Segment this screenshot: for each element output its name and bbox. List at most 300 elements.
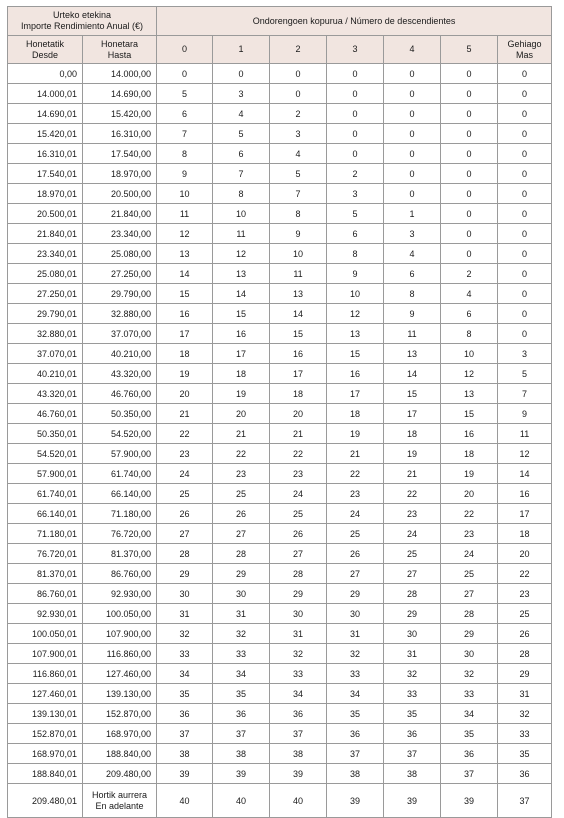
table-row [8,224,552,244]
value-cell-0: 7 [157,124,213,144]
value-cell-0: 16 [157,304,213,324]
to-cell-line: Hortik aurrera [91,789,147,800]
value-cell-6: 22 [498,564,552,584]
value-cell-6: 0 [498,264,552,284]
to-header [83,36,157,64]
value-cell-0: 28 [157,544,213,564]
value-cell-4: 6 [384,264,441,284]
table-row [8,144,552,164]
value-cell-3: 29 [327,584,384,604]
value-cell-3: 39 [327,784,384,818]
value-cell-5: 16 [441,424,498,444]
value-cell-2: 7 [270,184,327,204]
value-cell-4: 0 [384,84,441,104]
value-cell-3: 35 [327,704,384,724]
value-cell-4: 27 [384,564,441,584]
value-cell-5: 0 [441,64,498,84]
value-cell-2: 29 [270,584,327,604]
to-cell: 116.860,00 [83,644,157,664]
value-cell-2: 4 [270,144,327,164]
to-cell: 61.740,00 [83,464,157,484]
value-cell-0: 19 [157,364,213,384]
value-cell-3: 10 [327,284,384,304]
value-cell-5: 19 [441,464,498,484]
value-cell-3: 0 [327,124,384,144]
table-row [8,684,552,704]
from-cell: 168.970,01 [8,744,83,764]
from-cell: 66.140,01 [8,504,83,524]
value-cell-2: 26 [270,524,327,544]
from-cell: 92.930,01 [8,604,83,624]
value-cell-0: 20 [157,384,213,404]
value-cell-3: 13 [327,324,384,344]
value-cell-5: 0 [441,164,498,184]
value-cell-3: 38 [327,764,384,784]
value-cell-3: 22 [327,464,384,484]
value-cell-1: 0 [213,64,270,84]
value-cell-6: 25 [498,604,552,624]
value-cell-3: 27 [327,564,384,584]
value-cell-0: 9 [157,164,213,184]
from-cell: 0,00 [8,64,83,84]
value-cell-0: 36 [157,704,213,724]
value-cell-6: 36 [498,764,552,784]
from-cell: 17.540,01 [8,164,83,184]
from-cell: 37.070,01 [8,344,83,364]
to-cell: 92.930,00 [83,584,157,604]
value-cell-4: 29 [384,604,441,624]
table-row [8,464,552,484]
from-cell: 46.760,01 [8,404,83,424]
value-cell-3: 0 [327,144,384,164]
value-cell-2: 33 [270,664,327,684]
value-cell-3: 32 [327,644,384,664]
count-header-2 [270,36,327,64]
table-row [8,184,552,204]
value-cell-1: 25 [213,484,270,504]
value-cell-5: 28 [441,604,498,624]
table-row [8,784,552,818]
value-cell-4: 35 [384,704,441,724]
value-cell-4: 1 [384,204,441,224]
value-cell-1: 31 [213,604,270,624]
value-cell-5: 33 [441,684,498,704]
value-cell-1: 20 [213,404,270,424]
value-cell-0: 29 [157,564,213,584]
value-cell-6: 20 [498,544,552,564]
to-cell: 15.420,00 [83,104,157,124]
from-cell: 50.350,01 [8,424,83,444]
value-cell-0: 8 [157,144,213,164]
value-cell-6: 31 [498,684,552,704]
value-cell-2: 31 [270,624,327,644]
value-cell-2: 14 [270,304,327,324]
table-row [8,164,552,184]
value-cell-1: 12 [213,244,270,264]
value-cell-6: 0 [498,324,552,344]
table-row [8,384,552,404]
value-cell-5: 30 [441,644,498,664]
to-cell: 168.970,00 [83,724,157,744]
table-row [8,744,552,764]
value-cell-1: 28 [213,544,270,564]
value-cell-2: 16 [270,344,327,364]
value-cell-2: 20 [270,404,327,424]
value-cell-6: 0 [498,104,552,124]
from-cell: 23.340,01 [8,244,83,264]
value-cell-5: 8 [441,324,498,344]
to-cell: 71.180,00 [83,504,157,524]
value-cell-0: 13 [157,244,213,264]
value-cell-1: 38 [213,744,270,764]
value-cell-1: 37 [213,724,270,744]
value-cell-6: 0 [498,224,552,244]
value-cell-4: 30 [384,624,441,644]
from-cell: 76.720,01 [8,544,83,564]
cropped-caption [0,0,564,4]
value-cell-2: 24 [270,484,327,504]
value-cell-1: 23 [213,464,270,484]
value-cell-1: 34 [213,664,270,684]
value-cell-5: 18 [441,444,498,464]
value-cell-5: 0 [441,184,498,204]
value-cell-6: 0 [498,244,552,264]
value-cell-2: 21 [270,424,327,444]
table-row [8,604,552,624]
value-cell-0: 11 [157,204,213,224]
from-cell: 100.050,01 [8,624,83,644]
from-cell: 57.900,01 [8,464,83,484]
value-cell-0: 21 [157,404,213,424]
value-cell-2: 25 [270,504,327,524]
table-row [8,264,552,284]
value-cell-1: 33 [213,644,270,664]
to-cell: 14.690,00 [83,84,157,104]
value-cell-1: 16 [213,324,270,344]
value-cell-4: 19 [384,444,441,464]
to-cell: 107.900,00 [83,624,157,644]
to-cell: 139.130,00 [83,684,157,704]
to-cell-line: En adelante [95,800,144,811]
value-cell-3: 17 [327,384,384,404]
value-cell-2: 2 [270,104,327,124]
table-row [8,644,552,664]
value-cell-3: 37 [327,744,384,764]
value-cell-3: 24 [327,504,384,524]
value-cell-4: 0 [384,144,441,164]
value-cell-6: 0 [498,184,552,204]
value-cell-0: 35 [157,684,213,704]
value-cell-4: 33 [384,684,441,704]
value-cell-6: 16 [498,484,552,504]
descendants-header: Ondorengoen kopurua / Número de descendientes [157,7,552,36]
value-cell-3: 16 [327,364,384,384]
value-cell-4: 13 [384,344,441,364]
to-cell [83,784,157,818]
value-cell-1: 26 [213,504,270,524]
from-cell: 32.880,01 [8,324,83,344]
value-cell-1: 19 [213,384,270,404]
value-cell-1: 17 [213,344,270,364]
value-cell-5: 25 [441,564,498,584]
value-cell-6: 0 [498,64,552,84]
value-cell-2: 9 [270,224,327,244]
value-cell-3: 0 [327,104,384,124]
value-cell-3: 6 [327,224,384,244]
value-cell-6: 0 [498,124,552,144]
value-cell-5: 13 [441,384,498,404]
value-cell-1: 39 [213,764,270,784]
value-cell-0: 15 [157,284,213,304]
count-header-0 [157,36,213,64]
to-cell: 21.840,00 [83,204,157,224]
value-cell-0: 30 [157,584,213,604]
value-cell-3: 31 [327,624,384,644]
value-cell-4: 9 [384,304,441,324]
value-cell-6: 0 [498,304,552,324]
value-cell-6: 37 [498,784,552,818]
from-cell: 25.080,01 [8,264,83,284]
value-cell-0: 31 [157,604,213,624]
table-row [8,324,552,344]
table-row [8,624,552,644]
value-cell-4: 28 [384,584,441,604]
value-cell-1: 11 [213,224,270,244]
table-row [8,284,552,304]
value-cell-2: 37 [270,724,327,744]
from-cell: 29.790,01 [8,304,83,324]
value-cell-4: 15 [384,384,441,404]
value-cell-5: 27 [441,584,498,604]
value-cell-0: 32 [157,624,213,644]
value-cell-3: 26 [327,544,384,564]
count-header-line: Mas [516,49,534,60]
table-row [8,444,552,464]
from-cell: 139.130,01 [8,704,83,724]
value-cell-5: 35 [441,724,498,744]
value-cell-6: 12 [498,444,552,464]
value-cell-6: 26 [498,624,552,644]
value-cell-6: 28 [498,644,552,664]
value-cell-4: 22 [384,484,441,504]
value-cell-3: 9 [327,264,384,284]
table-row [8,244,552,264]
to-cell: 86.760,00 [83,564,157,584]
to-header-l1: Honetara [100,38,139,49]
withholding-table [7,6,552,818]
value-cell-1: 36 [213,704,270,724]
value-cell-5: 34 [441,704,498,724]
from-header-l1: Honetatik [25,38,65,49]
from-cell: 21.840,01 [8,224,83,244]
count-header-line: 0 [181,44,187,54]
value-cell-1: 35 [213,684,270,704]
value-cell-4: 31 [384,644,441,664]
value-cell-0: 5 [157,84,213,104]
value-cell-2: 0 [270,64,327,84]
value-cell-4: 0 [384,124,441,144]
value-cell-5: 10 [441,344,498,364]
value-cell-6: 23 [498,584,552,604]
value-cell-6: 35 [498,744,552,764]
value-cell-0: 25 [157,484,213,504]
to-cell: 40.210,00 [83,344,157,364]
value-cell-5: 0 [441,104,498,124]
value-cell-2: 36 [270,704,327,724]
value-cell-2: 28 [270,564,327,584]
value-cell-6: 11 [498,424,552,444]
to-cell: 20.500,00 [83,184,157,204]
value-cell-5: 37 [441,764,498,784]
count-header-6 [498,36,552,64]
to-cell: 188.840,00 [83,744,157,764]
value-cell-2: 27 [270,544,327,564]
to-cell: 29.790,00 [83,284,157,304]
value-cell-3: 5 [327,204,384,224]
value-cell-4: 25 [384,544,441,564]
value-cell-2: 34 [270,684,327,704]
table-row [8,564,552,584]
value-cell-1: 22 [213,444,270,464]
to-header-l2: Hasta [107,49,132,60]
from-cell: 14.000,01 [8,84,83,104]
table-row [8,124,552,144]
value-cell-3: 30 [327,604,384,624]
value-cell-1: 8 [213,184,270,204]
value-cell-0: 27 [157,524,213,544]
from-cell: 27.250,01 [8,284,83,304]
value-cell-3: 34 [327,684,384,704]
value-cell-2: 39 [270,764,327,784]
value-cell-5: 24 [441,544,498,564]
value-cell-0: 34 [157,664,213,684]
table-row [8,404,552,424]
table-row [8,704,552,724]
value-cell-2: 22 [270,444,327,464]
value-cell-5: 12 [441,364,498,384]
value-cell-1: 15 [213,304,270,324]
to-cell: 50.350,00 [83,404,157,424]
value-cell-0: 17 [157,324,213,344]
value-cell-1: 5 [213,124,270,144]
value-cell-5: 0 [441,204,498,224]
value-cell-0: 37 [157,724,213,744]
value-cell-0: 22 [157,424,213,444]
value-cell-6: 0 [498,144,552,164]
from-cell: 209.480,01 [8,784,83,818]
value-cell-6: 0 [498,204,552,224]
value-cell-4: 0 [384,104,441,124]
value-cell-6: 33 [498,724,552,744]
value-cell-4: 0 [384,164,441,184]
count-header-1 [213,36,270,64]
value-cell-2: 40 [270,784,327,818]
from-cell: 152.870,01 [8,724,83,744]
table-row [8,584,552,604]
value-cell-6: 5 [498,364,552,384]
value-cell-0: 12 [157,224,213,244]
to-cell: 209.480,00 [83,764,157,784]
table-row [8,424,552,444]
count-header-line: 2 [295,44,301,54]
from-cell: 81.370,01 [8,564,83,584]
value-cell-3: 8 [327,244,384,264]
value-cell-0: 10 [157,184,213,204]
value-cell-1: 6 [213,144,270,164]
value-cell-4: 11 [384,324,441,344]
to-cell: 81.370,00 [83,544,157,564]
value-cell-0: 6 [157,104,213,124]
value-cell-2: 11 [270,264,327,284]
table-row [8,504,552,524]
table-row [8,484,552,504]
value-cell-6: 9 [498,404,552,424]
from-cell: 43.320,01 [8,384,83,404]
value-cell-2: 5 [270,164,327,184]
value-cell-2: 15 [270,324,327,344]
from-cell: 71.180,01 [8,524,83,544]
count-header-line: 4 [409,44,415,54]
value-cell-1: 4 [213,104,270,124]
value-cell-6: 29 [498,664,552,684]
income-header-line1: Urteko etekina [52,10,112,20]
value-cell-0: 0 [157,64,213,84]
value-cell-1: 21 [213,424,270,444]
table-row [8,84,552,104]
value-cell-5: 15 [441,404,498,424]
to-cell: 66.140,00 [83,484,157,504]
value-cell-5: 0 [441,124,498,144]
value-cell-6: 7 [498,384,552,404]
value-cell-5: 36 [441,744,498,764]
from-cell: 127.460,01 [8,684,83,704]
value-cell-0: 40 [157,784,213,818]
value-cell-4: 38 [384,764,441,784]
value-cell-1: 32 [213,624,270,644]
value-cell-4: 24 [384,524,441,544]
from-cell: 61.740,01 [8,484,83,504]
value-cell-1: 40 [213,784,270,818]
value-cell-3: 23 [327,484,384,504]
value-cell-3: 0 [327,64,384,84]
value-cell-4: 4 [384,244,441,264]
table-row [8,344,552,364]
value-cell-2: 17 [270,364,327,384]
value-cell-5: 0 [441,144,498,164]
value-cell-4: 14 [384,364,441,384]
from-cell: 116.860,01 [8,664,83,684]
value-cell-1: 30 [213,584,270,604]
value-cell-6: 14 [498,464,552,484]
value-cell-1: 7 [213,164,270,184]
to-cell: 25.080,00 [83,244,157,264]
value-cell-4: 3 [384,224,441,244]
value-cell-0: 39 [157,764,213,784]
from-header [8,36,83,64]
to-cell: 57.900,00 [83,444,157,464]
value-cell-4: 8 [384,284,441,304]
value-cell-4: 21 [384,464,441,484]
value-cell-4: 23 [384,504,441,524]
value-cell-4: 36 [384,724,441,744]
value-cell-1: 18 [213,364,270,384]
table-row [8,64,552,84]
value-cell-6: 0 [498,164,552,184]
value-cell-5: 22 [441,504,498,524]
to-cell: 23.340,00 [83,224,157,244]
income-header-line2: Importe Rendimiento Anual (€) [20,21,144,31]
value-cell-3: 18 [327,404,384,424]
